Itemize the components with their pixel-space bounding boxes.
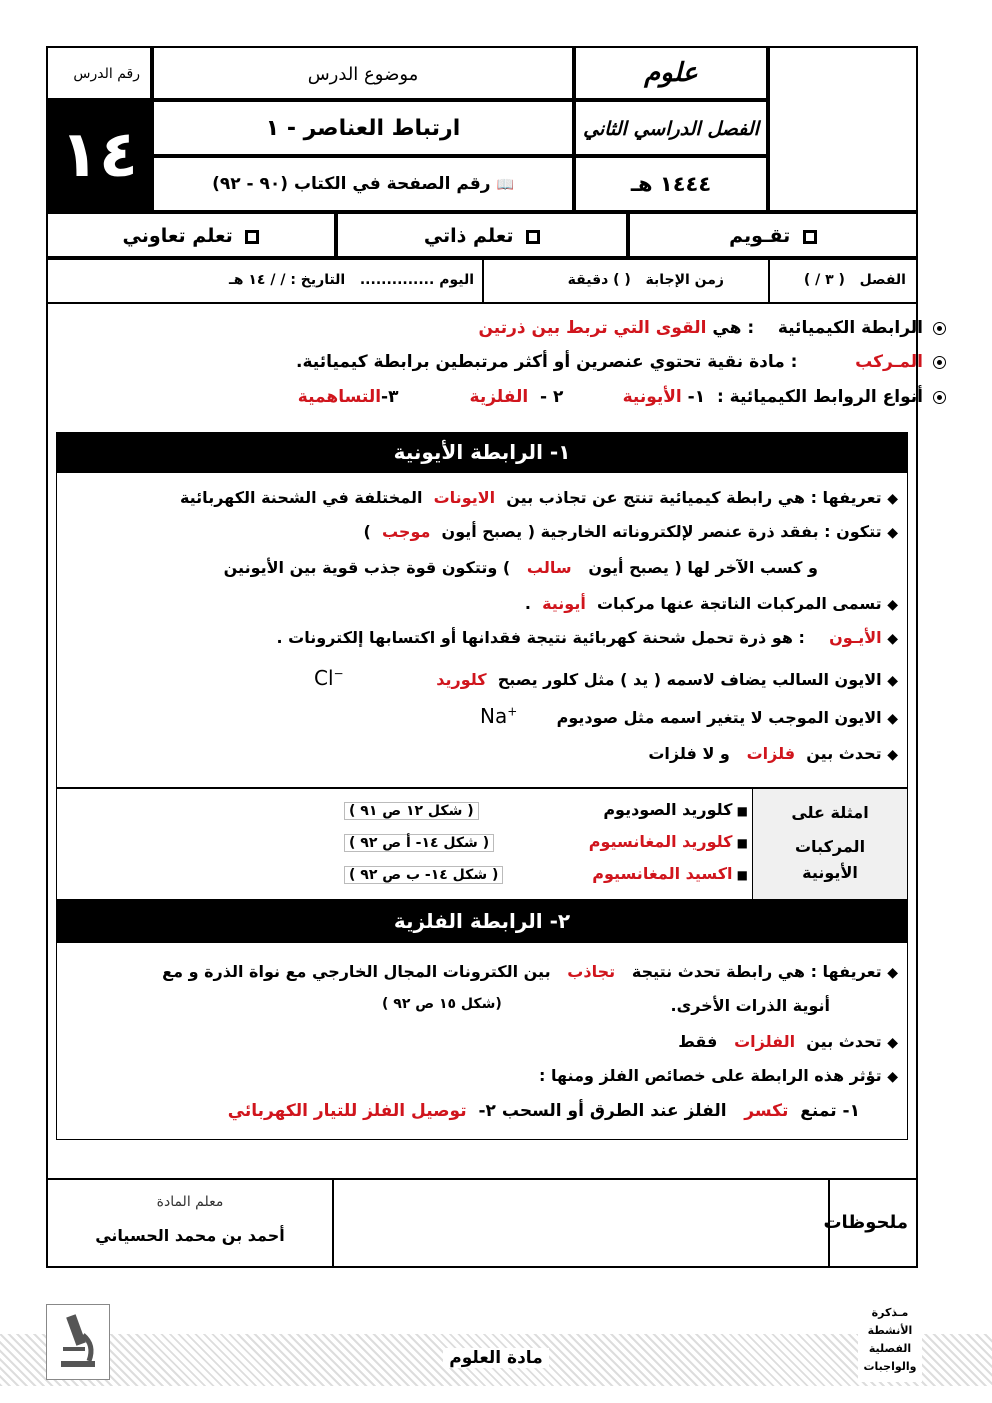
info-row bbox=[46, 258, 918, 304]
example-name: كلوريد الصوديوم bbox=[603, 800, 733, 819]
bottom-title: مادة العلوم bbox=[0, 1348, 992, 1368]
sodium-symbol: Na+ bbox=[480, 704, 518, 728]
memo-line-2: الأنشطة bbox=[867, 1324, 913, 1337]
class-label: الفصل bbox=[859, 272, 906, 288]
divider bbox=[332, 1180, 334, 1266]
ionic-definition: ◆ تعريفها : هي رابطة كيميائية تنتج عن تجاذب بين الايونات المختلفة في الشحنة الكهربائية bbox=[179, 488, 898, 507]
subject-box bbox=[574, 46, 768, 100]
diamond-bullet-icon: ◆ bbox=[887, 1035, 898, 1051]
ion-definition: ◆ الأيـون : هو ذرة تحمل شحنة كهربائية نتيجة فقدانها أو اكتسابها إلكترونات . bbox=[276, 628, 898, 647]
example-name: اكسيد المغانسيوم bbox=[592, 864, 733, 883]
date-field: التاريخ : / / ١٤ هـ bbox=[229, 272, 346, 288]
answer-time-label: زمن الإجابة bbox=[645, 272, 724, 288]
checkbox-icon[interactable] bbox=[526, 230, 540, 244]
memo-line-4: والواجبات bbox=[863, 1360, 917, 1373]
book-page: رقم الصفحة في الكتاب (٩٠ - ٩٢) bbox=[212, 174, 491, 194]
positive-ion: ◆ الايون الموجب لا يتغير اسمه مثل صوديوم bbox=[556, 708, 898, 727]
examples-label-1: امثلة على bbox=[791, 803, 869, 822]
cooperative-label: تعلم تعاوني bbox=[122, 225, 233, 247]
semester: الفصل الدراسي الثاني bbox=[583, 118, 759, 140]
lesson-title-box bbox=[152, 100, 574, 156]
checkbox-icon[interactable] bbox=[803, 230, 817, 244]
example-name: كلوريد المغانسيوم bbox=[588, 832, 733, 851]
bond-types: أنواع الروابط الكيميائية : ١- الأيونية ٢ - الفلزية ٣-التساهمية bbox=[298, 387, 946, 407]
ionic-formation-2: و كسب الآخر لها ( يصبح أيون سالب ) وتتكون قوة جذب قوية بين الأيونين bbox=[223, 558, 818, 577]
square-bullet-icon: ■ bbox=[732, 804, 748, 818]
radio-bullet-icon bbox=[933, 391, 946, 404]
lesson-number-label-box bbox=[46, 46, 152, 100]
square-bullet-icon: ■ bbox=[732, 836, 748, 850]
class-value: ( ٣ / ) bbox=[803, 272, 845, 288]
ionic-naming: ◆ تسمى المركبات الناتجة عنها مركبات أيونية . bbox=[524, 594, 898, 613]
divider bbox=[768, 260, 770, 302]
diamond-bullet-icon: ◆ bbox=[887, 491, 898, 507]
day-field: اليوم .............. bbox=[359, 272, 474, 288]
memo-line-3: الفصلية bbox=[868, 1342, 912, 1355]
lesson-topic-label: موضوع الدرس bbox=[307, 64, 419, 85]
examples-label-3: الأيونية bbox=[802, 863, 858, 882]
diamond-bullet-icon: ◆ bbox=[887, 631, 898, 647]
teacher-name: أحمد بن محمد الحسياني bbox=[95, 1226, 285, 1245]
checkbox-icon[interactable] bbox=[245, 230, 259, 244]
notes-label: ملحوظات bbox=[823, 1212, 908, 1233]
radio-bullet-icon bbox=[933, 322, 946, 335]
metallic-figure-ref: (شكل ١٥ ص ٩٢ ) bbox=[382, 996, 502, 1012]
year: ١٤٤٤ هـ bbox=[630, 172, 712, 196]
teacher-label: معلم المادة bbox=[156, 1194, 224, 1210]
lesson-number-label: رقم الدرس bbox=[73, 66, 140, 82]
cooperative-learning[interactable] bbox=[46, 212, 336, 258]
diamond-bullet-icon: ◆ bbox=[887, 597, 898, 613]
example-figure-ref: ( شكل ١٤- أ ص ٩٢ ) bbox=[344, 834, 494, 852]
lesson-number: ١٤ bbox=[46, 100, 152, 212]
ionic-formation: ◆ تتكون : بفقد ذرة عنصر لإلكتروناته الخارجية ( يصبح أيون موجب ) bbox=[363, 522, 898, 541]
example-figure-ref: ( شكل ١٢ ص ٩١ ) bbox=[344, 802, 479, 820]
self-label: تعلم ذاتي bbox=[423, 225, 514, 247]
diamond-bullet-icon: ◆ bbox=[887, 525, 898, 541]
diamond-bullet-icon: ◆ bbox=[887, 673, 898, 689]
diamond-bullet-icon: ◆ bbox=[887, 965, 898, 981]
metallic-definition-2: أنوية الذرات الأخرى. bbox=[670, 996, 830, 1015]
diamond-bullet-icon: ◆ bbox=[887, 711, 898, 727]
example-item bbox=[592, 864, 748, 883]
metallic-between: ◆ تحدث بين الفلزات فقط bbox=[678, 1032, 898, 1051]
compound-definition: المـركب : مادة نقية تحتوي عنصرين أو أكثر مرتبطين برابطة كيميائية. bbox=[296, 352, 946, 372]
lesson-topic-label-box bbox=[152, 46, 574, 100]
metallic-title: ٢- الرابطة الفلزية bbox=[57, 901, 907, 943]
metallic-effect: ◆ تؤثر هذه الرابطة على خصائص الفلز ومنها : bbox=[539, 1066, 898, 1085]
example-figure-ref: ( شكل ١٤- ب ص ٩٢ ) bbox=[344, 866, 503, 884]
semester-box bbox=[574, 100, 768, 156]
lesson-title: ارتباط العناصر - ١ bbox=[265, 116, 461, 141]
microscope-logo bbox=[46, 1304, 110, 1380]
memo-logo bbox=[858, 1304, 922, 1382]
diamond-bullet-icon: ◆ bbox=[887, 1069, 898, 1085]
ionic-title: ١- الرابطة الأيونية bbox=[57, 433, 907, 473]
book-page-box bbox=[152, 156, 574, 212]
answer-time-value: ( ) دقيقة bbox=[567, 272, 631, 288]
examples-label-box bbox=[752, 788, 908, 900]
metallic-definition: ◆ تعريفها : هي رابطة تحدث نتيجة تجاذب بين الكترونات المجال الخارجي مع نواة الذرة و مع bbox=[162, 962, 898, 981]
evaluation[interactable] bbox=[628, 212, 918, 258]
year-box bbox=[574, 156, 768, 212]
example-item bbox=[603, 800, 748, 819]
subject: علوم bbox=[644, 58, 698, 88]
book-icon: 📖 bbox=[496, 177, 514, 193]
negative-ion: ◆ الايون السالب يضاف لاسمه ( يد ) مثل كلور يصبح كلوريد bbox=[436, 670, 898, 689]
divider bbox=[482, 260, 484, 302]
bond-definition: الرابطة الكيميائية : هي القوى التي تربط بين ذرتين bbox=[478, 318, 946, 338]
example-item bbox=[589, 832, 748, 851]
square-bullet-icon: ■ bbox=[732, 868, 748, 882]
evaluation-label: تقـويم bbox=[729, 225, 791, 247]
radio-bullet-icon bbox=[933, 356, 946, 369]
examples-label-2: المركبات bbox=[794, 837, 866, 856]
metallic-effects-list: ١- تمنع تكسر الفلز عند الطرق أو السحب ٢- توصيل الفلز للتيار الكهربائي bbox=[227, 1101, 860, 1121]
memo-line-1: مـذكرة bbox=[871, 1306, 909, 1319]
ionic-between: ◆ تحدث بين فلزات و لا فلزات bbox=[648, 744, 898, 763]
chloride-symbol: Cl− bbox=[314, 666, 344, 690]
self-learning[interactable] bbox=[336, 212, 628, 258]
logo-box bbox=[768, 46, 918, 212]
footer-row bbox=[46, 1178, 918, 1268]
diamond-bullet-icon: ◆ bbox=[887, 747, 898, 763]
